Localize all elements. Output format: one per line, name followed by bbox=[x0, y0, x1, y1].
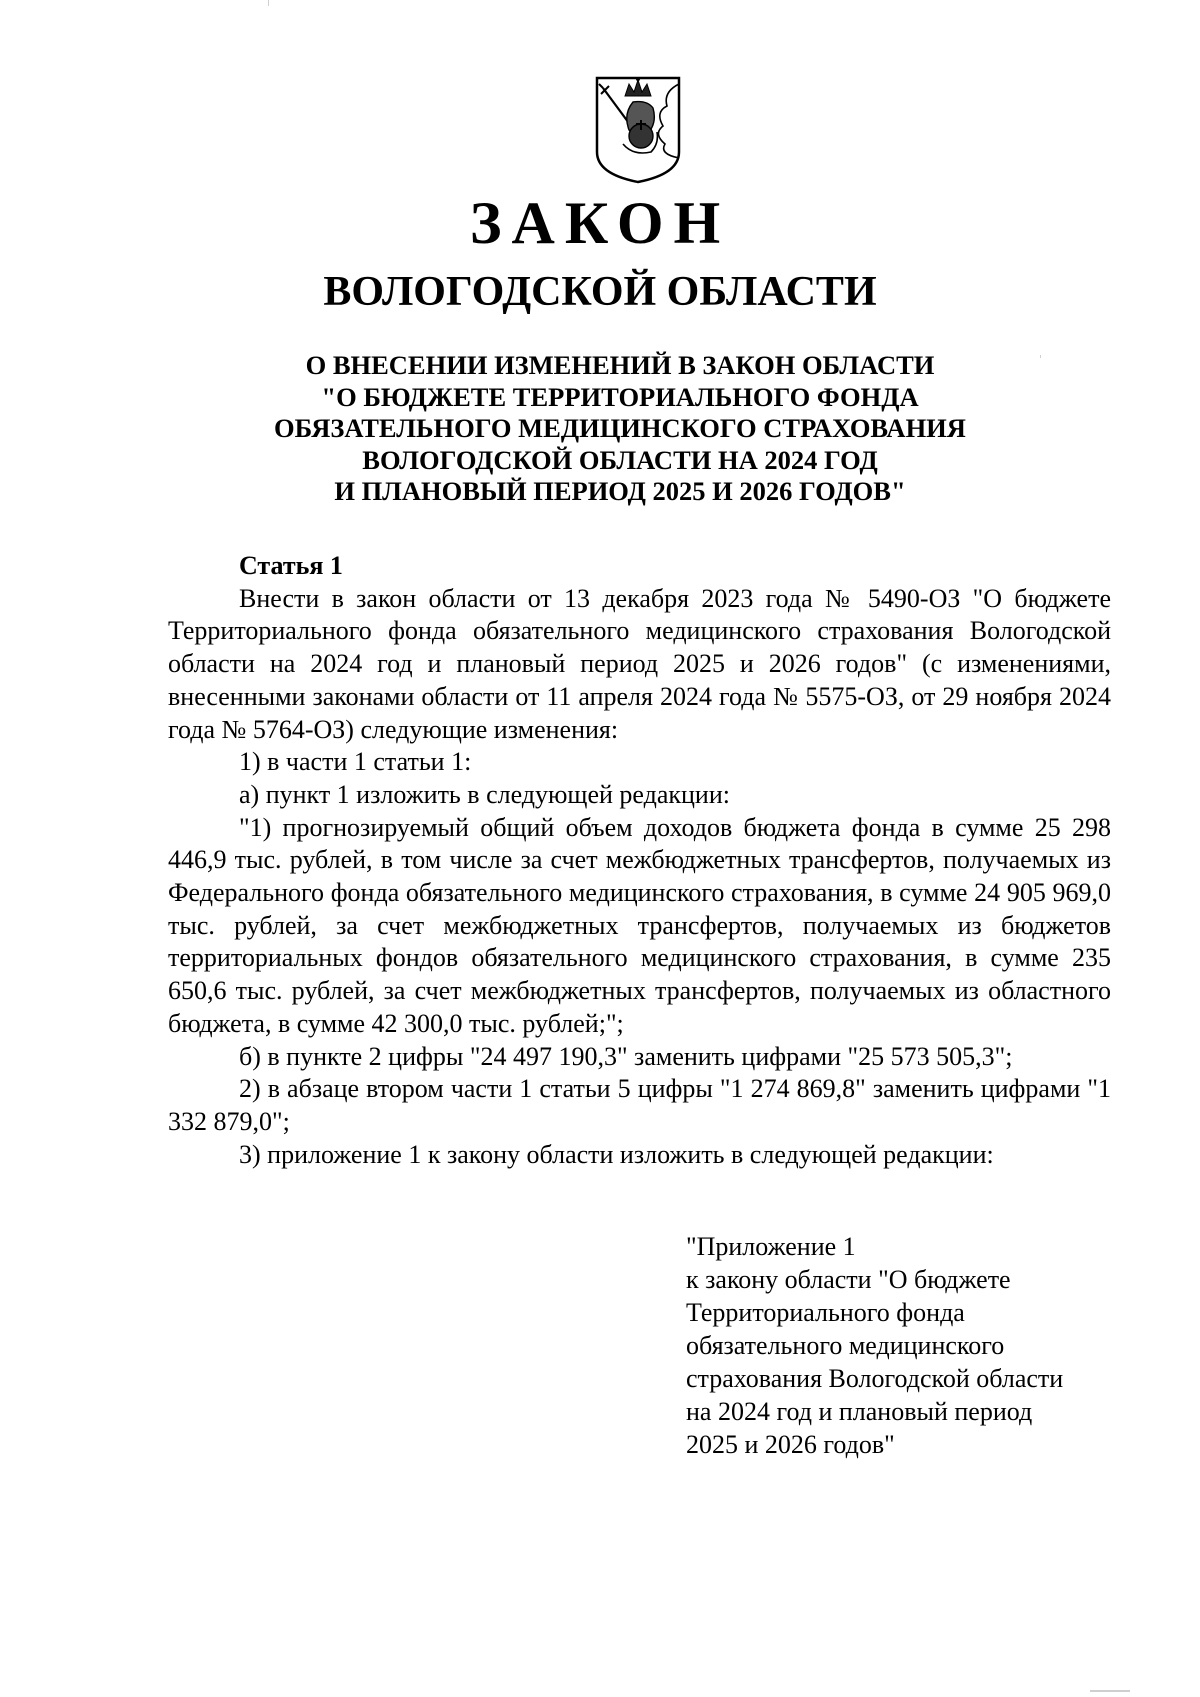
paragraph: "1) прогнозируемый общий объем доходов бюджета фонда в сумме 25 298 446,9 тыс. рублей, в том числе за счет межбюджетных трансфертов, получаемых из Федерального фонда обязательного медицинского страхования, в сумме 24 905 969,0 тыс. рублей, за счет межбюджетных трансфертов, получаемых из бюджетов территориальных фондов обязательного медицинского страхования, в сумме 235 650,6 тыс. рублей, за счет межбюджетных трансфертов, получаемых из областного бюджета, в сумме 42 300,0 тыс. рублей;"; bbox=[168, 812, 1111, 1038]
paragraph: 3) приложение 1 к закону области изложить в следующей редакции: bbox=[239, 1139, 994, 1169]
heading-line: "О БЮДЖЕТЕ ТЕРРИТОРИАЛЬНОГО ФОНДА bbox=[321, 381, 919, 412]
paragraph: а) пункт 1 изложить в следующей редакции: bbox=[239, 779, 730, 809]
document-body bbox=[168, 550, 1111, 1171]
scan-artifact bbox=[268, 0, 269, 6]
heading-line: И ПЛАНОВЫЙ ПЕРИОД 2025 И 2026 ГОДОВ" bbox=[334, 476, 906, 506]
article-title: Статья 1 bbox=[239, 551, 343, 580]
heading-line: ОБЯЗАТЕЛЬНОГО МЕДИЦИНСКОГО СТРАХОВАНИЯ bbox=[274, 413, 966, 443]
appendix-line: "Приложение 1 bbox=[686, 1232, 856, 1261]
appendix-line: 2025 и 2026 годов" bbox=[686, 1430, 895, 1459]
paragraph: Внести в закон области от 13 декабря 2023 года № 5490-ОЗ "О бюджете Территориального фонда обязательного медицинского страхования Вологодской области на 2024 год и плановый период 2025 и 2026 годов" (с изменениями, внесенными законами области от 11 апреля 2024 года № 5575-ОЗ, от 29 ноября 2024 года № 5764-ОЗ) следующие изменения: bbox=[168, 583, 1111, 744]
document-title: ЗАКОН bbox=[469, 190, 731, 256]
paragraph: 1) в части 1 статьи 1: bbox=[239, 747, 472, 777]
heading-line: ВОЛОГОДСКОЙ ОБЛАСТИ НА 2024 ГОД bbox=[362, 444, 878, 475]
scan-artifact bbox=[1040, 355, 1041, 358]
appendix-line: на 2024 год и плановый период bbox=[686, 1397, 1033, 1426]
paragraph: б) в пункте 2 цифры "24 497 190,3" заменить цифрами "25 573 505,3"; bbox=[239, 1041, 1013, 1071]
document-subtitle: ВОЛОГОДСКОЙ ОБЛАСТИ bbox=[323, 269, 877, 315]
appendix-line: страхования Вологодской области bbox=[686, 1364, 1064, 1393]
appendix-caption bbox=[686, 1230, 1126, 1461]
law-heading bbox=[220, 350, 1020, 508]
heading-line: О ВНЕСЕНИИ ИЗМЕНЕНИЙ В ЗАКОН ОБЛАСТИ bbox=[305, 350, 935, 380]
scan-artifact bbox=[1090, 1690, 1130, 1692]
vologda-coat-of-arms-icon bbox=[593, 74, 683, 184]
appendix-line: Территориального фонда bbox=[686, 1298, 965, 1327]
paragraph: 2) в абзаце втором части 1 статьи 5 цифры "1 274 869,8" заменить цифрами "1 332 879,0"; bbox=[168, 1074, 1111, 1136]
appendix-line: обязательного медицинского bbox=[686, 1331, 1005, 1360]
appendix-line: к закону области "О бюджете bbox=[686, 1265, 1011, 1294]
